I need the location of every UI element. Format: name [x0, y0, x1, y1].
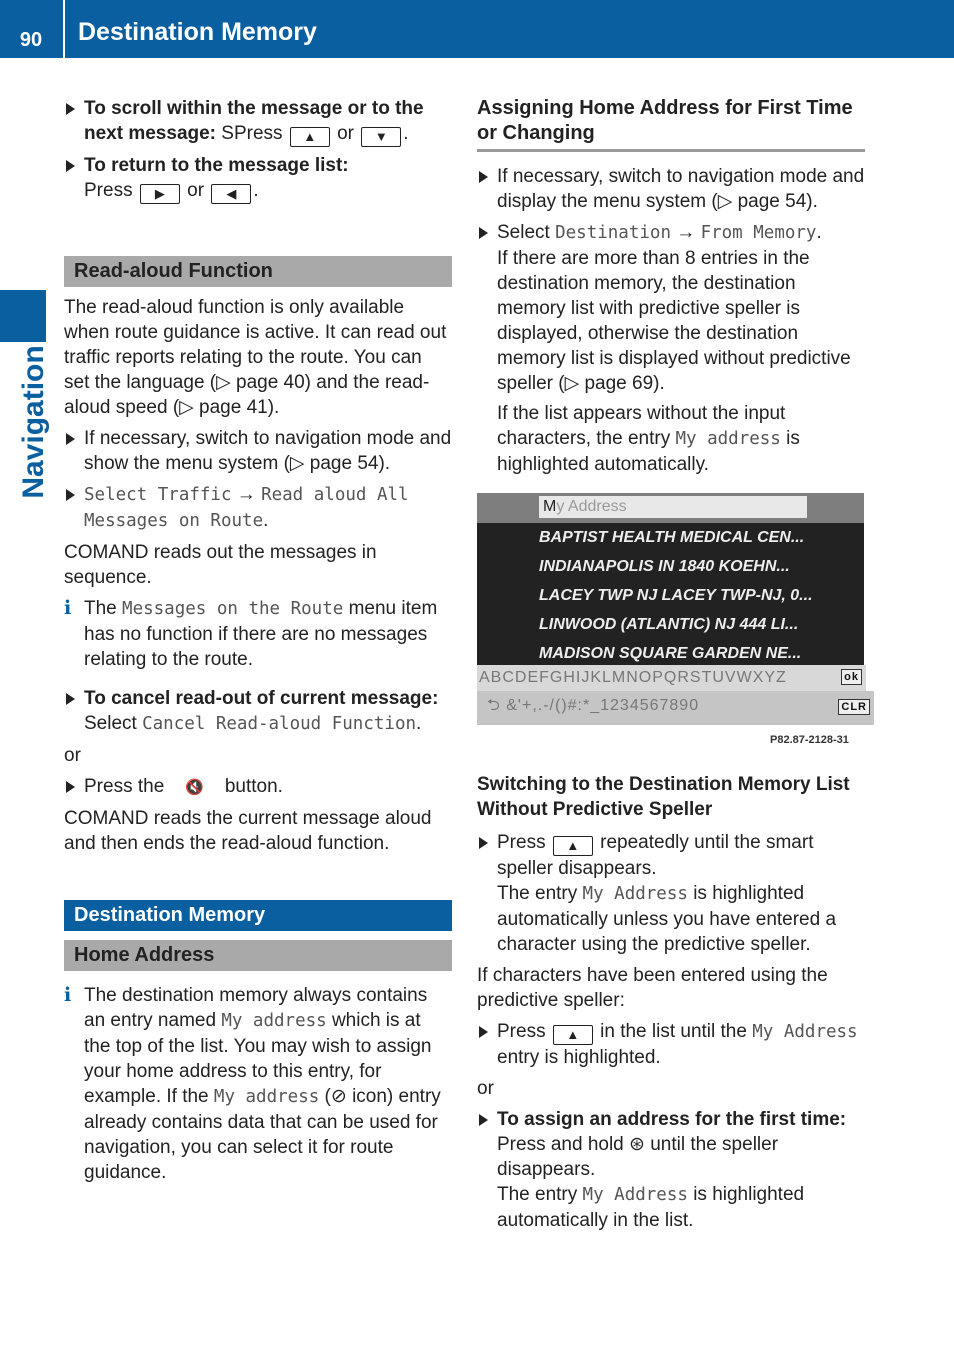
speller-input-bar — [477, 493, 864, 523]
step-detail: repeatedly until the smart speller disappears. — [497, 832, 814, 879]
step-detail: entry is highlighted. — [497, 1047, 661, 1068]
step-press-up — [477, 830, 865, 957]
entry-my-address: My Address — [752, 1022, 858, 1042]
speller-input-field — [539, 496, 807, 518]
side-tab-marker — [0, 290, 46, 342]
step-detail: If the list appears without the input characters, the entry — [497, 403, 786, 449]
step-detail: If there are more than 8 entries in the destination memory, the destination memory list with predictive speller is displayed, otherwise the destination memory list is displayed without predictive speller (▷ page 69). — [497, 248, 851, 394]
left-column — [64, 96, 452, 1191]
menu-item-cancel: Cancel Read-aloud Function — [142, 714, 417, 734]
read-aloud-intro: The read-aloud function is only available when route guidance is active. It can read out traffic reports relating to the route. You can set the language (▷ page 40) and the read-aloud speed (▷ page 41). — [64, 297, 447, 418]
step-press-up-list — [477, 1019, 865, 1070]
figure-code: P82.87-2128-31 — [770, 734, 849, 746]
entry-my-address: My Address — [582, 884, 688, 904]
menu-item-messages: Messages on the Route — [122, 599, 344, 619]
or-text: or — [64, 745, 81, 766]
step-return — [64, 153, 452, 204]
step-select-traffic — [64, 482, 452, 534]
list-item: LINWOOD (ATLANTIC) NJ 444 LI... — [539, 616, 799, 633]
button-text: button. — [224, 776, 283, 797]
ok-icon: ok — [841, 669, 862, 685]
list-item: MADISON SQUARE GARDEN NE... — [539, 645, 802, 662]
page-header — [0, 0, 954, 58]
up-key-icon: ▲ — [290, 127, 330, 147]
period: . — [263, 510, 269, 531]
period: . — [816, 222, 822, 243]
destination-memory-heading: Destination Memory — [64, 900, 452, 931]
comand-current-text: COMAND reads the current message aloud and then ends the read-aloud function. — [64, 808, 432, 854]
page-number: 90 — [19, 29, 43, 51]
info-icon: i — [64, 984, 72, 1006]
step-detail: Press and hold — [497, 1134, 624, 1155]
symbol-row-text: ⮌ &'+,.-/()#:*_1234567890 — [487, 697, 700, 714]
destination-list — [539, 523, 864, 668]
select-text: Select — [84, 713, 137, 734]
right-key-icon: ▶ — [140, 184, 180, 204]
step-assign-first-time — [477, 1107, 865, 1233]
right-column-lower — [477, 772, 865, 1239]
switch-heading: Switching to the Destination Memory List Without Predictive Speller — [477, 774, 850, 820]
list-item: INDIANAPOLIS IN 1840 KOEHN... — [539, 558, 790, 575]
chars-entered-text: If characters have been entered using the predictive speller: — [477, 965, 828, 1011]
or-text: or — [187, 180, 205, 201]
entry-my-address: My Address — [582, 1185, 688, 1205]
or-text: or — [477, 1078, 494, 1099]
arrow: → — [671, 222, 701, 243]
step-press-mute — [64, 774, 452, 800]
suggested-rest: y Address — [556, 498, 627, 515]
press-text: Press — [497, 832, 546, 853]
scroll-instruction: To scroll within the message or to the next message: — [84, 98, 424, 144]
right-column — [477, 96, 865, 483]
info-text: The destination memory always contains an entry named — [84, 985, 428, 1031]
step-detail: in the list until the — [600, 1021, 747, 1042]
cancel-instruction: To cancel read-out of current message: — [84, 688, 439, 709]
mute-icon: 🔇 — [185, 779, 204, 796]
step-nav-mode: If necessary, switch to navigation mode and display the menu system (▷ page 54). — [477, 164, 865, 214]
arrow: → — [231, 484, 262, 505]
step-select-destination — [477, 220, 865, 477]
step-detail: The entry — [497, 1184, 578, 1205]
return-instruction: To return to the message list: — [84, 155, 349, 176]
ok-button-icon: ⊛ — [629, 1134, 645, 1155]
typed-char: M — [543, 498, 557, 515]
press-text: Press — [84, 180, 133, 201]
up-key-icon: ▲ — [553, 836, 593, 856]
comand-reads-text: COMAND reads out the messages in sequence. — [64, 542, 377, 588]
side-tab-label: Navigation — [17, 345, 50, 499]
letter-row-text: ABCDEFGHIJKLMNOPQRSTUVWXYZ — [479, 669, 787, 686]
info-text: which is at the top of the list. You may wish to assign your home address to this entry, for example. If the — [84, 1010, 432, 1107]
left-key-icon: ◀ — [211, 184, 251, 204]
display-screenshot — [477, 493, 867, 725]
menu-path-traffic: Select Traffic — [84, 485, 232, 505]
entry-my-address: My address — [675, 429, 781, 449]
speller-symbol-row — [477, 691, 874, 725]
step-nav-mode: If necessary, switch to navigation mode and show the menu system (▷ page 54). — [64, 426, 452, 476]
step-detail: is highlighted automatically. — [497, 428, 800, 475]
info-note-messages — [64, 596, 452, 672]
menu-path-read-aloud: Read aloud All Messages on Route — [84, 485, 409, 531]
header-title: Destination Memory — [78, 18, 317, 46]
header-divider — [63, 0, 65, 58]
assign-home-heading: Assigning Home Address for First Time or Changing — [477, 96, 865, 152]
press-text: Press — [497, 1021, 546, 1042]
info-icon: i — [64, 597, 72, 619]
menu-path-destination: Destination — [555, 223, 671, 243]
assign-instruction: To assign an address for the first time: — [497, 1109, 847, 1130]
info-text: (⊘ icon) entry already contains data that can be used for navigation, you can select it for route guidance. — [84, 1086, 441, 1183]
entry-my-address: My address — [213, 1087, 320, 1107]
step-detail: is highlighted automatically in the list. — [497, 1184, 805, 1231]
read-aloud-heading: Read-aloud Function — [64, 256, 452, 287]
step-detail: until the speller disappears. — [497, 1134, 779, 1180]
list-item: LACEY TWP NJ LACEY TWP-NJ, 0... — [539, 587, 813, 604]
period: . — [416, 713, 422, 734]
period: . — [403, 123, 409, 144]
home-address-heading: Home Address — [64, 940, 452, 971]
list-item: BAPTIST HEALTH MEDICAL CEN... — [539, 529, 805, 546]
select-text: Select — [497, 222, 550, 243]
menu-path-from-memory: From Memory — [700, 223, 817, 243]
info-text: menu item has no function if there are no messages relating to the route. — [84, 598, 438, 670]
clr-icon: CLR — [838, 699, 870, 715]
down-key-icon: ▼ — [361, 127, 401, 147]
step-detail: is highlighted automatically unless you have entered a character using the predictive speller. — [497, 883, 837, 955]
speller-letter-row — [477, 665, 866, 691]
press-the-text: Press the — [84, 776, 165, 797]
info-note-destination-memory — [64, 983, 452, 1185]
info-text: The — [84, 598, 117, 619]
period: . — [253, 180, 259, 201]
step-cancel — [64, 686, 452, 737]
step-detail: The entry — [497, 883, 578, 904]
or-text: or — [337, 123, 355, 144]
up-key-icon: ▲ — [553, 1025, 593, 1045]
entry-my-address: My address — [221, 1011, 327, 1031]
press-text: SPress — [221, 123, 283, 144]
step-scroll — [64, 96, 452, 147]
